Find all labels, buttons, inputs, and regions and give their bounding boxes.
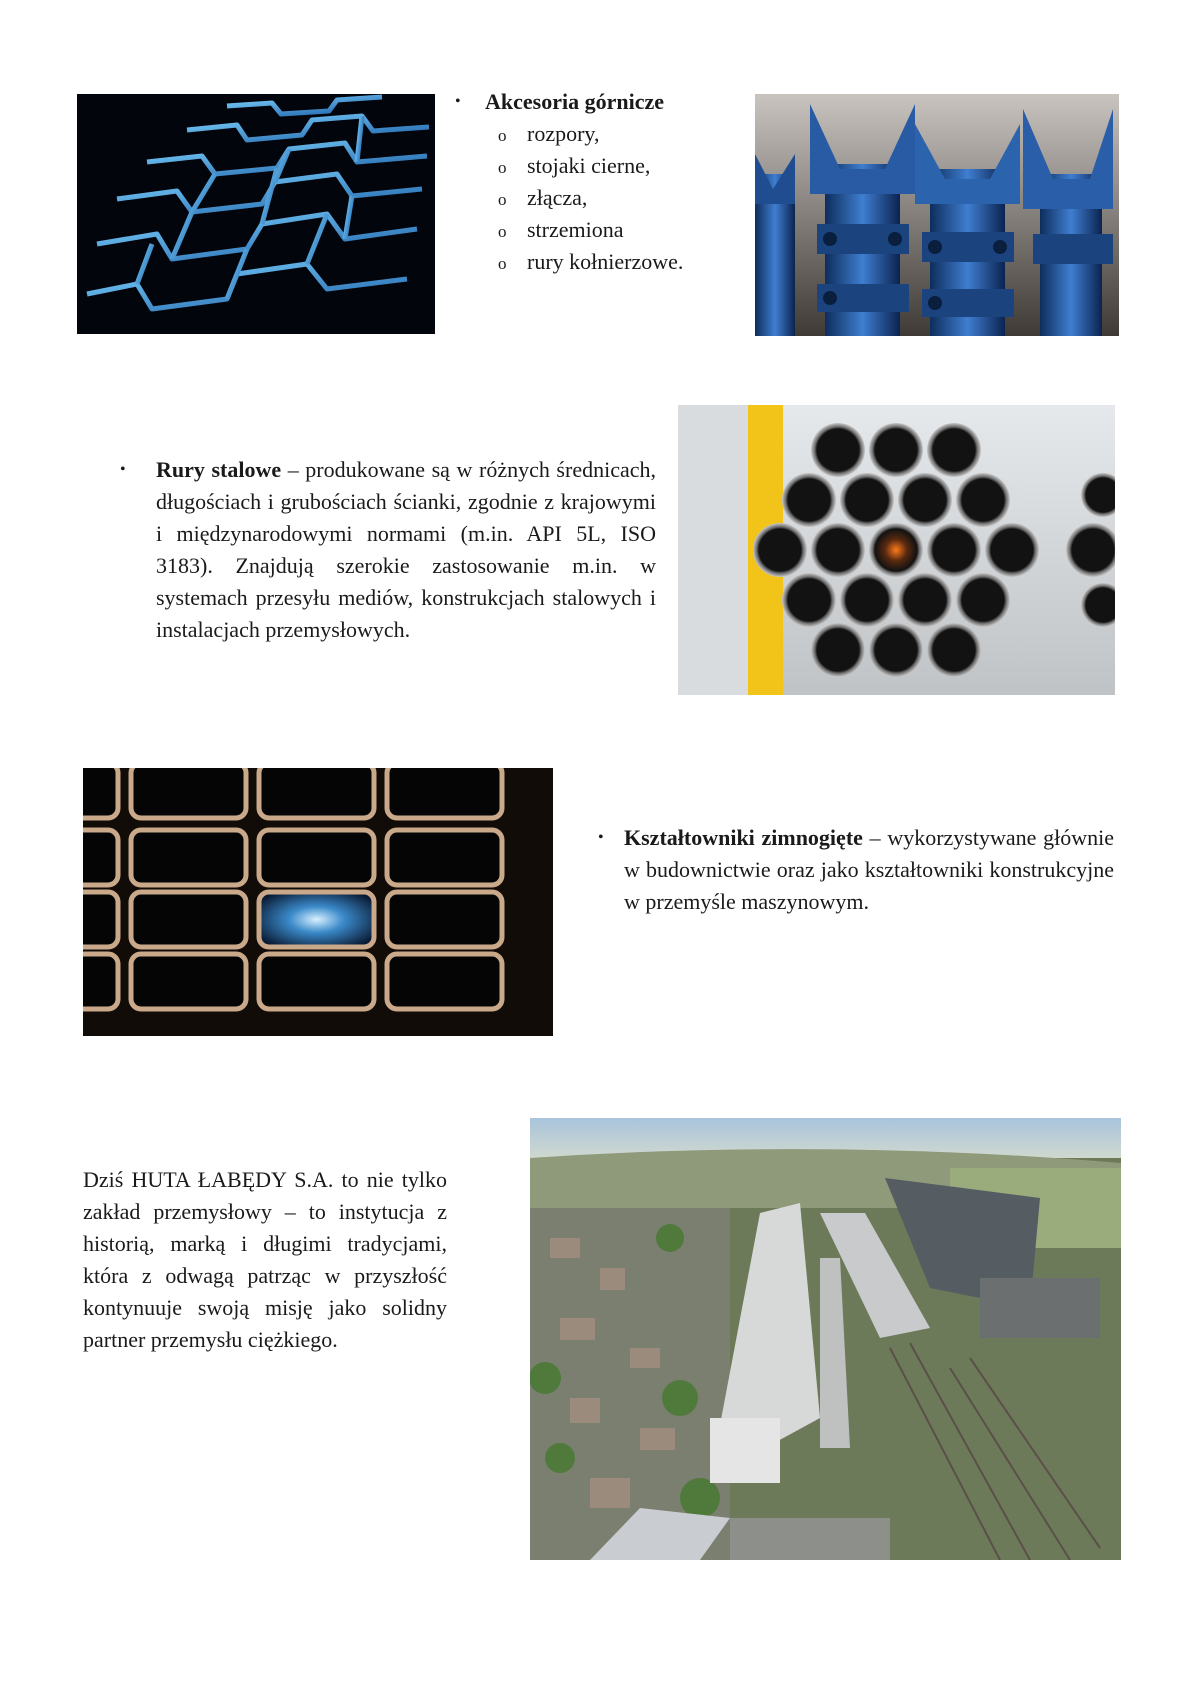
steel-pipes-title: Rury stalowe	[156, 457, 282, 482]
list-item-text: rozpory,	[527, 121, 600, 146]
list-item-text: stojaki cierne,	[527, 153, 651, 178]
cold-formed-body: – wykorzystywane głównie w budownictwie oraz jako kształtowniki konstrukcyjne w przemyśle maszynowym.	[624, 825, 1114, 914]
cold-formed-title: Kształtowniki zimnogięte	[624, 825, 863, 850]
list-item	[455, 118, 755, 150]
list-item	[455, 246, 755, 278]
bullet-marker: •	[455, 93, 461, 110]
profile-cutouts-photo	[77, 94, 435, 334]
list-item-text: strzemiona	[527, 217, 624, 242]
sub-bullet-marker: o	[498, 126, 507, 145]
list-item	[455, 150, 755, 182]
mining-accessories-list	[455, 86, 755, 278]
steel-pipes-body: – produkowane są w różnych średnicach, długościach i grubościach ścianki, zgodnie z krajowymi i międzynarodowymi normami (m.in. API 5L, ISO 3183). Znajdują szerokie zastosowanie m.in. w systemach przesyłu mediów, konstrukcjach stalowych i instalacjach przemysłowych.	[156, 457, 656, 642]
heading-text: Akcesoria górnicze	[485, 89, 664, 114]
mining-accessories-heading	[455, 86, 755, 118]
sub-bullet-marker: o	[498, 190, 507, 209]
list-item-text: rury kołnierzowe.	[527, 249, 684, 274]
sub-bullet-marker: o	[498, 158, 507, 177]
steel-pipes-photo	[678, 405, 1115, 695]
list-item	[455, 182, 755, 214]
bullet-marker: •	[598, 829, 604, 846]
aerial-plant-photo	[530, 1118, 1121, 1560]
bullet-marker: •	[120, 461, 126, 478]
list-item	[455, 214, 755, 246]
cold-formed-profiles-paragraph	[598, 822, 1114, 918]
sub-bullet-marker: o	[498, 254, 507, 273]
steel-pipes-paragraph	[120, 454, 656, 646]
steel-pipes-text	[120, 454, 656, 646]
mining-props-photo	[755, 94, 1119, 336]
list-item-text: złącza,	[527, 185, 588, 210]
rectangular-profiles-photo	[83, 768, 553, 1036]
sub-bullet-marker: o	[498, 222, 507, 241]
company-summary-paragraph: Dziś HUTA ŁABĘDY S.A. to nie tylko zakład przemysłowy – to instytucja z historią, marką i długimi tradycjami, która z odwagą patrząc w przyszłość kontynuuje swoją misję jako solidny partner przemysłu ciężkiego.	[83, 1167, 447, 1352]
cold-formed-text	[598, 822, 1114, 918]
